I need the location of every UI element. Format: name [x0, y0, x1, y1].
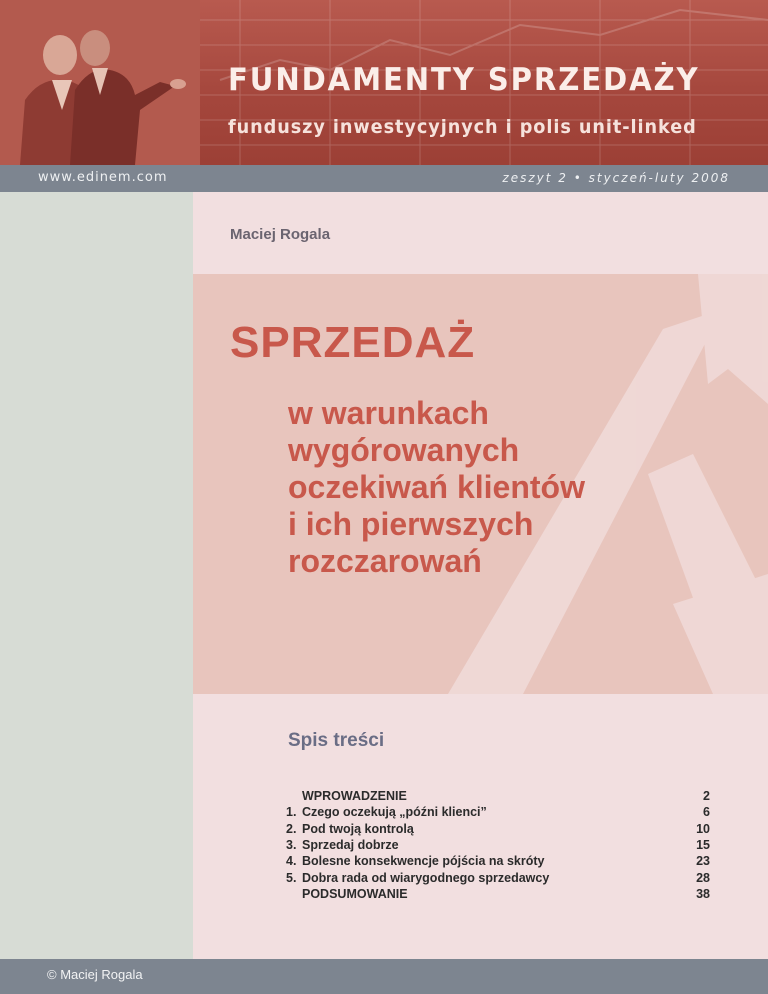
toc-heading: Spis treści: [288, 730, 385, 751]
subtitle-line: oczekiwań klientów: [288, 469, 585, 506]
website-url: www.edinem.com: [38, 170, 168, 185]
cover-header: [0, 0, 768, 165]
subtitle-line: i ich pierwszych: [288, 506, 534, 543]
issue-info: zeszyt 2 • styczeń-luty 2008: [502, 171, 730, 185]
toc-item[interactable]: [286, 869, 710, 885]
subtitle-line: w warunkach: [288, 395, 489, 431]
toc-item-number: 1.: [286, 805, 297, 820]
toc-item-number: 4.: [286, 854, 297, 869]
table-of-contents: [286, 788, 710, 902]
toc-item-label: Bolesne konsekwencje pójścia na skróty: [302, 854, 545, 869]
toc-item-label: Czego oczekują „późni klienci”: [302, 805, 487, 820]
subtitle-line: wygórowanych: [288, 432, 520, 469]
toc-item-page: 23: [696, 854, 710, 869]
toc-item-label: Dobra rada od wiarygodnego sprzedawcy: [302, 870, 550, 885]
toc-item[interactable]: [286, 886, 710, 902]
toc-item[interactable]: [286, 853, 710, 869]
toc-item[interactable]: [286, 837, 710, 853]
left-sidebar-band: [0, 192, 193, 959]
toc-item[interactable]: [286, 821, 710, 837]
publication-subtitle: funduszy inwestycyjnych i polis unit-linked: [228, 116, 697, 138]
toc-item[interactable]: [286, 788, 710, 804]
toc-item-page: 2: [703, 789, 710, 804]
subtitle-line: rozczarowań: [288, 543, 482, 580]
toc-item-page: 6: [703, 805, 710, 820]
copyright-notice: © Maciej Rogala: [47, 967, 143, 982]
main-title: SPRZEDAŻ: [230, 318, 476, 367]
toc-item-page: 28: [696, 870, 710, 885]
author-name: Maciej Rogala: [230, 226, 331, 243]
toc-item-label: WPROWADZENIE: [302, 789, 407, 804]
publication-title: FUNDAMENTY SPRZEDAŻY: [228, 62, 700, 98]
toc-item-label: Sprzedaj dobrze: [302, 838, 399, 853]
footer-bar: [0, 959, 768, 994]
businessmen-photo: [0, 0, 200, 165]
toc-item-page: 15: [696, 838, 710, 853]
toc-item-number: 3.: [286, 838, 297, 853]
toc-item-number: 5.: [286, 870, 297, 885]
main-subtitle: [288, 395, 585, 581]
toc-item-page: 38: [696, 886, 710, 901]
toc-item-number: 2.: [286, 821, 297, 836]
info-strip: [0, 165, 768, 192]
toc-item-label: Pod twoją kontrolą: [302, 821, 414, 836]
toc-item[interactable]: [286, 804, 710, 820]
toc-item-label: PODSUMOWANIE: [302, 886, 408, 901]
toc-item-page: 10: [696, 821, 710, 836]
